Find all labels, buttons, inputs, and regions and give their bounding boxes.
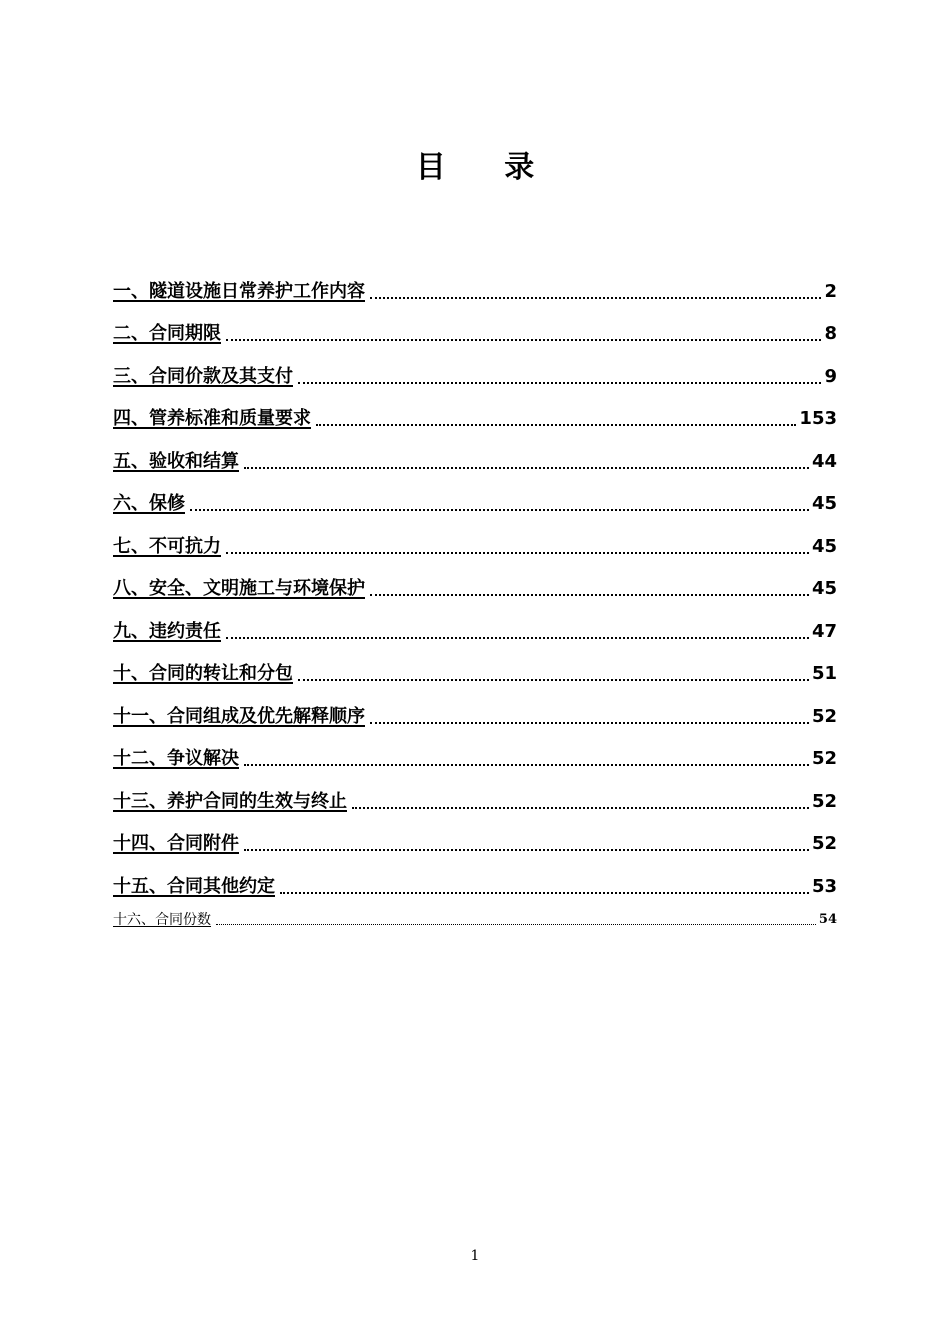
toc-entry[interactable] bbox=[113, 828, 837, 856]
toc-entry-label[interactable]: 一、隧道设施日常养护工作内容 bbox=[113, 281, 365, 302]
toc-entry[interactable] bbox=[113, 276, 837, 304]
toc-entry-label[interactable]: 五、验收和结算 bbox=[113, 451, 239, 472]
toc-entry-label[interactable]: 八、安全、文明施工与环境保护 bbox=[113, 578, 365, 599]
dot-leader bbox=[244, 843, 809, 851]
toc-entry-page: 9 bbox=[824, 366, 837, 387]
toc-entry-page: 2 bbox=[824, 281, 837, 302]
page-title: 目 录 bbox=[415, 150, 559, 185]
toc-entry-page: 153 bbox=[799, 408, 837, 429]
toc-entry-page: 8 bbox=[824, 323, 837, 344]
toc-entry-page: 52 bbox=[811, 791, 837, 812]
dot-leader bbox=[244, 461, 809, 469]
dot-leader bbox=[298, 376, 821, 384]
dot-leader bbox=[226, 546, 809, 554]
toc-entry-page: 52 bbox=[811, 748, 837, 769]
dot-leader bbox=[370, 716, 809, 724]
toc-entry[interactable] bbox=[113, 446, 837, 474]
toc-entry-page: 45 bbox=[811, 578, 837, 599]
toc-entry-page: 47 bbox=[811, 621, 837, 642]
toc-entry-label[interactable]: 十三、养护合同的生效与终止 bbox=[113, 791, 347, 812]
toc-entry-label[interactable]: 四、管养标准和质量要求 bbox=[113, 408, 311, 429]
toc-entry-label[interactable]: 二、合同期限 bbox=[113, 323, 221, 344]
page-number: 1 bbox=[470, 1248, 480, 1264]
toc-entry-label[interactable]: 七、不可抗力 bbox=[113, 536, 221, 557]
toc-entry[interactable] bbox=[113, 909, 837, 929]
toc-entry-label[interactable]: 十六、合同份数 bbox=[113, 912, 211, 928]
dot-leader bbox=[370, 291, 821, 299]
toc-entry-page: 52 bbox=[811, 833, 837, 854]
toc-entry[interactable] bbox=[113, 488, 837, 516]
dot-leader bbox=[226, 333, 821, 341]
toc-entry-label[interactable]: 十一、合同组成及优先解释顺序 bbox=[113, 706, 365, 727]
toc-entry[interactable] bbox=[113, 318, 837, 346]
toc-entry-page: 53 bbox=[811, 876, 837, 897]
toc-entry-label[interactable]: 十、合同的转让和分包 bbox=[113, 663, 293, 684]
toc-entry[interactable] bbox=[113, 616, 837, 644]
toc-entry[interactable] bbox=[113, 361, 837, 389]
toc-entry-label[interactable]: 三、合同价款及其支付 bbox=[113, 366, 293, 387]
toc-entry-label[interactable]: 十五、合同其他约定 bbox=[113, 876, 275, 897]
toc-entry-page: 45 bbox=[811, 536, 837, 557]
toc-entry[interactable] bbox=[113, 531, 837, 559]
toc-entry[interactable] bbox=[113, 658, 837, 686]
dot-leader bbox=[352, 801, 809, 809]
toc-entry[interactable] bbox=[113, 403, 837, 431]
toc-entry-page: 45 bbox=[811, 493, 837, 514]
dot-leader bbox=[244, 758, 809, 766]
toc-entry[interactable] bbox=[113, 743, 837, 771]
toc-entry-label[interactable]: 十四、合同附件 bbox=[113, 833, 239, 854]
toc-entry[interactable] bbox=[113, 701, 837, 729]
dot-leader bbox=[190, 503, 809, 511]
dot-leader bbox=[370, 588, 809, 596]
toc-entry-label[interactable]: 十二、争议解决 bbox=[113, 748, 239, 769]
toc-entry-label[interactable]: 九、违约责任 bbox=[113, 621, 221, 642]
toc-entry-page: 44 bbox=[811, 451, 837, 472]
dot-leader bbox=[226, 631, 809, 639]
toc-entry[interactable] bbox=[113, 871, 837, 899]
dot-leader bbox=[298, 673, 809, 681]
dot-leader bbox=[280, 886, 809, 894]
toc-entry-page: 51 bbox=[811, 663, 837, 684]
toc-entry-page: 52 bbox=[811, 706, 837, 727]
dot-leader bbox=[316, 418, 796, 426]
dot-leader bbox=[216, 918, 816, 925]
toc-entry-page: 54 bbox=[818, 912, 837, 927]
toc-entry[interactable] bbox=[113, 786, 837, 814]
toc-entry-label[interactable]: 六、保修 bbox=[113, 493, 185, 514]
toc-entry[interactable] bbox=[113, 573, 837, 601]
